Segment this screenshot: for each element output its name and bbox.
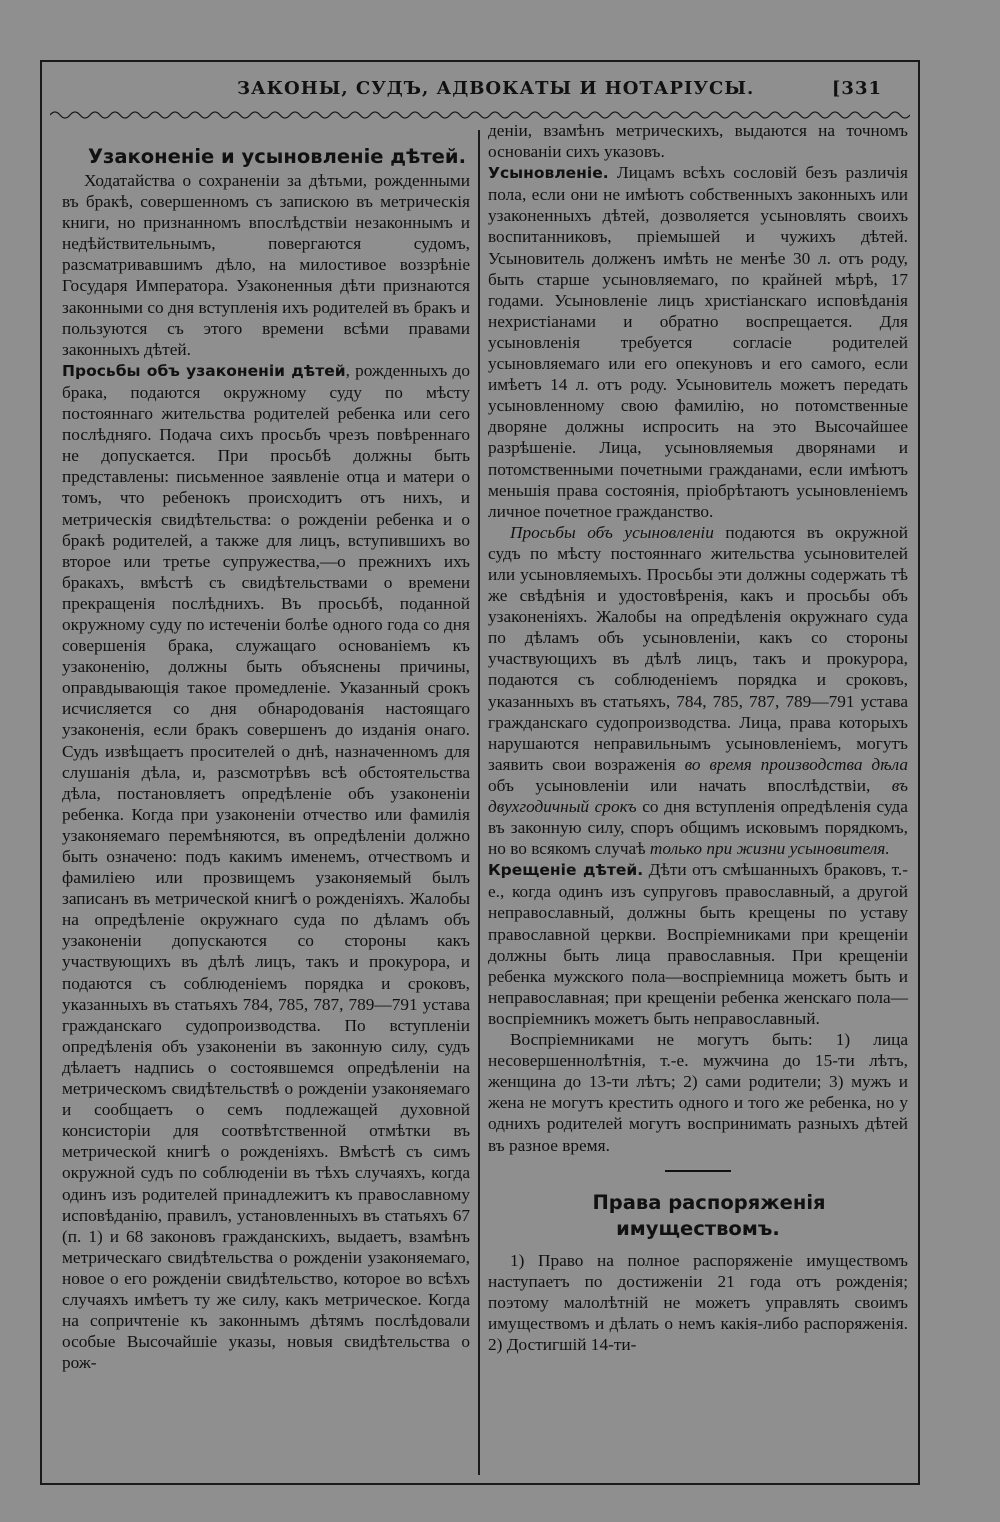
column-divider xyxy=(478,130,480,1475)
paragraph-godparents: Воспріемниками не могутъ быть: 1) лица несовершеннолѣтнія, т.-е. мужчина до 15-ти лѣтъ, женщина до 13-ти лѣтъ; 2) сами родители; 3) мужъ и жена не могутъ крестить одного и того же ребенка, но у однихъ родителей могутъ воспринимать разныхъ дѣтей въ разное время. xyxy=(488,1030,908,1155)
italic-phrase: въ двухгодичный срокъ xyxy=(488,775,908,816)
runin-heading-legitimation-petitions: Просьбы объ узаконеніи дѣтей xyxy=(62,361,346,380)
running-head xyxy=(42,76,918,106)
running-title: ЗАКОНЫ, СУДЪ, АДВОКАТЫ И НОТАРІУСЫ. xyxy=(237,78,755,99)
paragraph-text: подаются въ окружной судъ по мѣсту постояннаго жительства усыновителей или усыновляемыхъ. Просьбы эти должны содержать тѣ же свѣдѣнія и удостовѣренія, какъ и просьбы объ узаконеніяхъ. Жалобы на опредѣленія окружнаго суда по дѣламъ объ усыновленіи, какъ со стороны участвующихъ въ дѣлѣ лицъ, такъ и прокурора, подаются съ соблюденіемъ порядка и сроковъ, указанныхъ въ статьяхъ, 784, 785, 787, 789—791 устава гражданскаго судопроизводства. Лица, права которыхъ нарушаются неправильнымъ усыновленіемъ, могутъ заявить свои возраженія xyxy=(488,522,909,774)
left-column xyxy=(62,128,470,1373)
paragraph-baptism xyxy=(488,859,908,1029)
paragraph-continued: деніи, взамѣнъ метрическихъ, выдаются на точномъ основаніи сихъ указовъ. xyxy=(488,121,908,162)
section-heading-legitimation: Узаконеніе и усыновленіе дѣтей. xyxy=(88,145,466,168)
paragraph-adoption xyxy=(488,162,908,522)
paragraph-text: Дѣти отъ смѣшанныхъ браковъ, т.-е., когда одинъ изъ супруговъ православный, а другой неправославный, должны быть крещены по уставу православной церкви. Воспріемниками при крещеніи должны быть лица православныя. При крещеніи ребенка мужского пола—воспріемница можетъ быть и неправославная; при крещеніи ребенка женскаго пола—воспріемникъ можетъ быть неправославный. xyxy=(488,860,908,1028)
runin-heading-adoption: Усыновленіе. xyxy=(488,164,609,183)
paragraph-text: со дня вступленія опредѣленія суда въ законную силу, споръ общимъ исковымъ порядкомъ, но во всякомъ случаѣ xyxy=(488,797,908,859)
paragraph-property-rights: 1) Право на полное распоряженіе имуществомъ наступаетъ по достиженіи 21 года отъ рожденія; поэтому малолѣтній не можетъ управлять своимъ имуществомъ и дѣлать о немъ какія-либо распоряженія. 2) Достигшій 14-ти- xyxy=(488,1250,908,1354)
section-heading-property-rights: Права распоряженія имуществомъ. xyxy=(592,1190,826,1240)
italic-phrase: Просьбы объ усыновленіи xyxy=(510,522,714,542)
paragraph-text: , рожденныхъ до брака, подаются окружному суду по мѣсту постояннаго жительства родителей ребенка или сего послѣдняго. Подача сихъ просьбъ чрезъ повѣреннаго не допускается. При просьбѣ должны быть представлены: письменное заявленіе отца и матери о томъ, что ребенокъ происходитъ отъ нихъ, и метрическія свидѣтельства: о рожденіи ребенка и о бракѣ родителей, а также для лицъ, вступившихъ во второе или третье супружества,—о прежнихъ ихъ бракахъ, вмѣстѣ съ свидѣтельствами о времени прекращенія послѣднихъ. Въ просьбѣ, поданной окружному суду по истеченіи болѣе одного года со дня совершенія брака, служащаго основаніемъ къ узаконенію, должны быть объяснены причины, оправдывающія такое промедленіе. Указанный срокъ исчисляется со дня обнародованія настоящаго узаконенія, если бракъ совершенъ до изданія онаго. Судъ извѣщаетъ просителей о днѣ, назначенномъ для слушанія дѣла, и, разсмотрѣвъ всѣ обстоятельства дѣла, постановляетъ опредѣленіе объ узаконеніи ребенка. Когда при узаконеніи отчество или фамилія узаконяемаго перемѣняются, въ опредѣленіи должно быть означено: подъ какимъ именемъ, отчествомъ и фамиліею или прозвищемъ узаконяемый былъ записанъ въ метрической книгѣ о рожденіяхъ. Жалобы на опредѣленіе окружнаго суда по дѣламъ объ узаконеніи допускаются со стороны какъ участвующихъ въ дѣлѣ лицъ, такъ и прокурора, и подаются съ соблюденіемъ порядка и сроковъ, указанныхъ въ статьяхъ 784, 785, 787, 789—791 устава гражданскаго судопроизводства. По вступленіи опредѣленія объ узаконеніи въ законную силу, судъ дѣлаетъ надпись о состоявшемся опредѣленіи на метрическомъ свидѣтельствѣ о рожденіи узаконяемаго и сообщаетъ о семъ подлежащей духовной консисторіи для соотвѣтственной отмѣтки въ метрической книгѣ о рожденіяхъ. Вмѣстѣ съ симъ окружной судъ по соблюденіи въ тѣхъ случаяхъ, когда одинъ изъ родителей принадлежитъ къ православному исповѣданію, правилъ, установленныхъ въ статьяхъ 67 (п. 1) и 68 законовъ гражданскихъ, выдаетъ, взамѣнъ метрическаго свидѣтельства о рожденіи узаконяемаго, новое о его рожденіи свидѣтельство, которое во всѣхъ случаяхъ имѣетъ ту же силу, какъ метрическое. Когда на сопричтеніе къ законнымъ дѣтямъ послѣдовали особые Высочайшіе указы, новыя свидѣтельства о рож- xyxy=(62,360,470,1373)
paragraph-legitimation-petitions xyxy=(62,360,470,1374)
runin-heading-baptism: Крещеніе дѣтей. xyxy=(488,861,644,880)
paragraph-text: объ усыновленіи или начать впослѣдствіи, xyxy=(488,775,892,795)
right-column xyxy=(488,120,908,1355)
italic-phrase: во время производства дѣла xyxy=(684,754,908,774)
paragraph-text: Лицамъ всѣхъ сословій безъ различія пола, если они не имѣютъ собственныхъ законныхъ или узаконенныхъ дѣтей, дозволяется усыновлять своихъ воспитанниковъ, пріемышей и чужихъ дѣтей. Усыновитель долженъ имѣть не менѣе 30 л. отъ роду, быть старше усыновляемаго, по крайней мѣрѣ, 17 годами. Усыновленіе лицъ христіанскаго исповѣданія нехристіанами и обратно воспрещается. Для усыновленія требуется согласіе родителей усыновляемаго или его опекуновъ и его самого, если имѣетъ 14 л. отъ роду. Усыновитель можетъ передать усыновленному свою фамилію, но потомственные дворяне должны испросить на это Высочайшее разрѣшеніе. Лица, усыновляемыя дворянами и потомственными почетными гражданами, если имѣютъ меньшія права состоянія, пріобрѣтаютъ усыновленіемъ личное почетное гражданство. xyxy=(488,163,908,521)
paragraph-legitimation-intro: Ходатайства о сохраненіи за дѣтьми, рожденными въ бракѣ, совершенномъ съ запискою въ метрическія книги, но признанномъ впослѣдствіи незаконнымъ и недѣйствительнымъ, повергаются судомъ, разсматривавшимъ дѣло, на милостивое воззрѣніе Государя Императора. Узаконенныя дѣти признаются законными со дня вступленія ихъ родителей въ бракъ и пользуются съ этого времени всѣми правами законныхъ дѣтей. xyxy=(62,171,470,359)
section-separator xyxy=(665,1170,731,1172)
book-page xyxy=(40,60,920,1485)
paragraph-adoption-petitions xyxy=(488,522,908,860)
page-number: [331 xyxy=(831,78,882,99)
italic-phrase: только при жизни усыновителя. xyxy=(649,839,890,859)
